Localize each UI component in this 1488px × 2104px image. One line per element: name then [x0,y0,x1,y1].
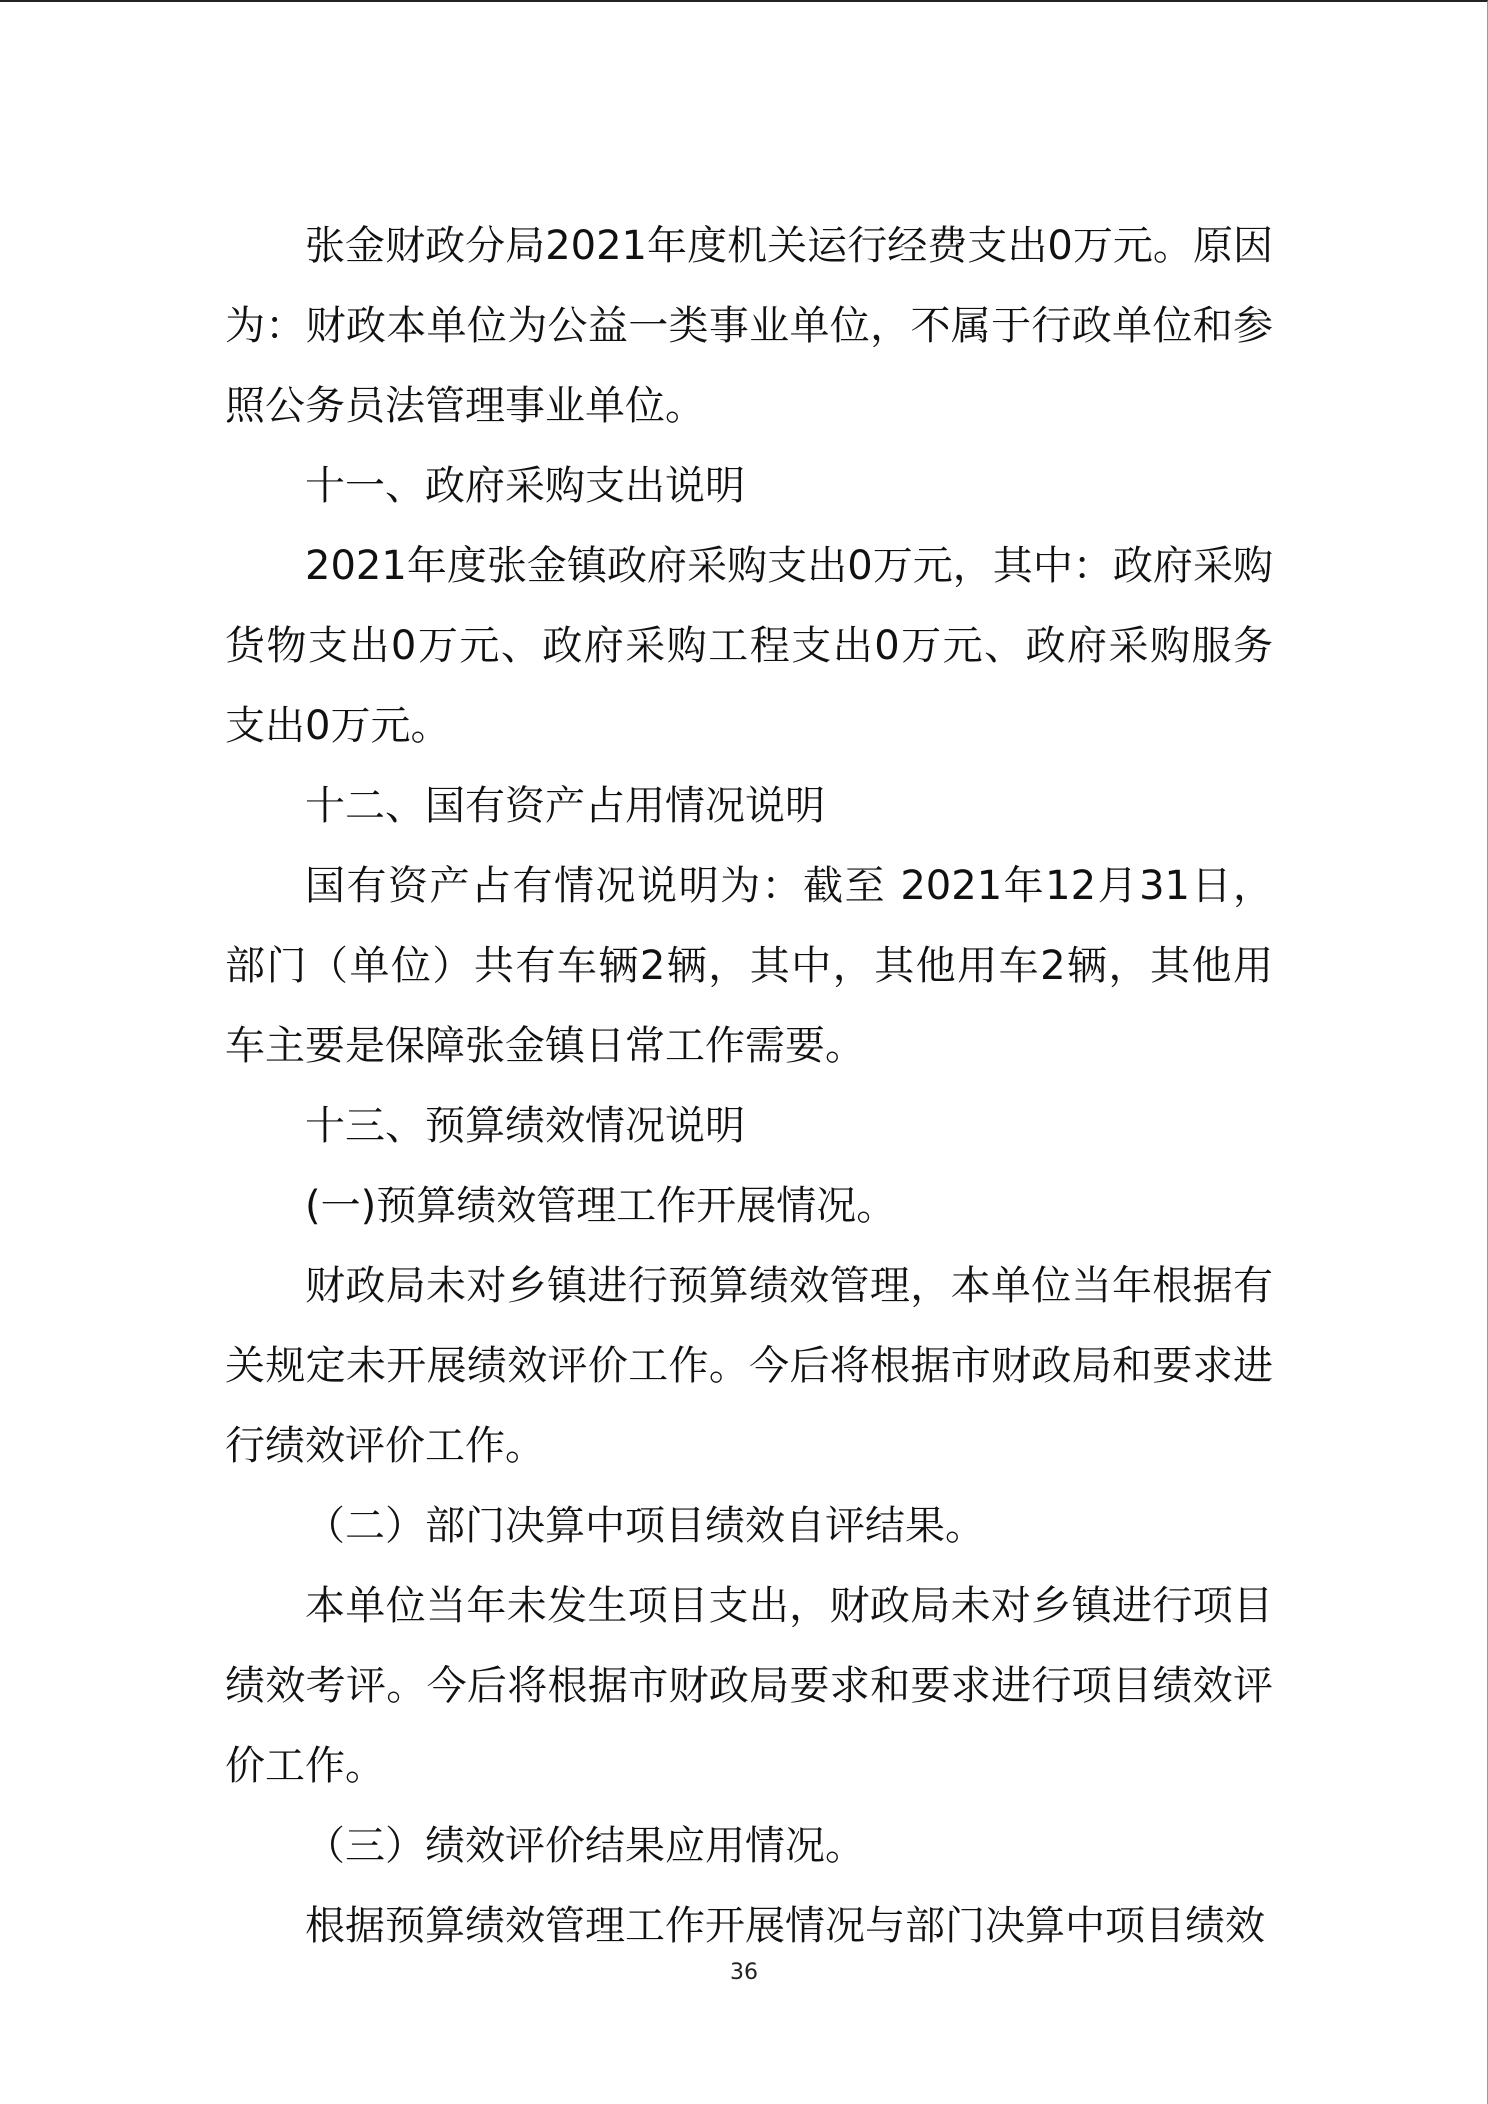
page-body [225,206,1273,1966]
heading-state-assets: 十二、国有资产占用情况说明 [305,783,825,829]
subheading-project-self-evaluation: （二）部门决算中项目绩效自评结果。 [305,1503,985,1549]
subheading-performance-management: (一)预算绩效管理工作开展情况。 [305,1183,897,1229]
heading-budget-performance: 十三、预算绩效情况说明 [305,1103,745,1149]
heading-government-procurement: 十一、政府采购支出说明 [305,463,745,509]
paragraph-government-procurement: 2021年度张金镇政府采购支出0万元，其中：政府采购货物支出0万元、政府采购工程支出0万元、政府采购服务支出0万元。 [225,543,1273,749]
page-number: 36 [730,1960,758,1985]
paragraph-performance-management: 财政局未对乡镇进行预算绩效管理，本单位当年根据有关规定未开展绩效评价工作。今后将根据市财政局和要求进行绩效评价工作。 [225,1263,1273,1469]
paragraph-operating-expenses: 张金财政分局2021年度机关运行经费支出0万元。原因为：财政本单位为公益一类事业单位，不属于行政单位和参照公务员法管理事业单位。 [225,223,1273,429]
paragraph-project-self-evaluation: 本单位当年未发生项目支出，财政局未对乡镇进行项目绩效考评。今后将根据市财政局要求和要求进行项目绩效评价工作。 [225,1583,1273,1789]
paragraph-state-assets: 国有资产占有情况说明为：截至 2021年12月31日，部门（单位）共有车辆2辆，其中，其他用车2辆，其他用车主要是保障张金镇日常工作需要。 [225,863,1273,1069]
subheading-evaluation-application: （三）绩效评价结果应用情况。 [305,1823,865,1869]
paragraph-evaluation-application: 根据预算绩效管理工作开展情况与部门决算中项目绩效 [305,1903,1265,1949]
